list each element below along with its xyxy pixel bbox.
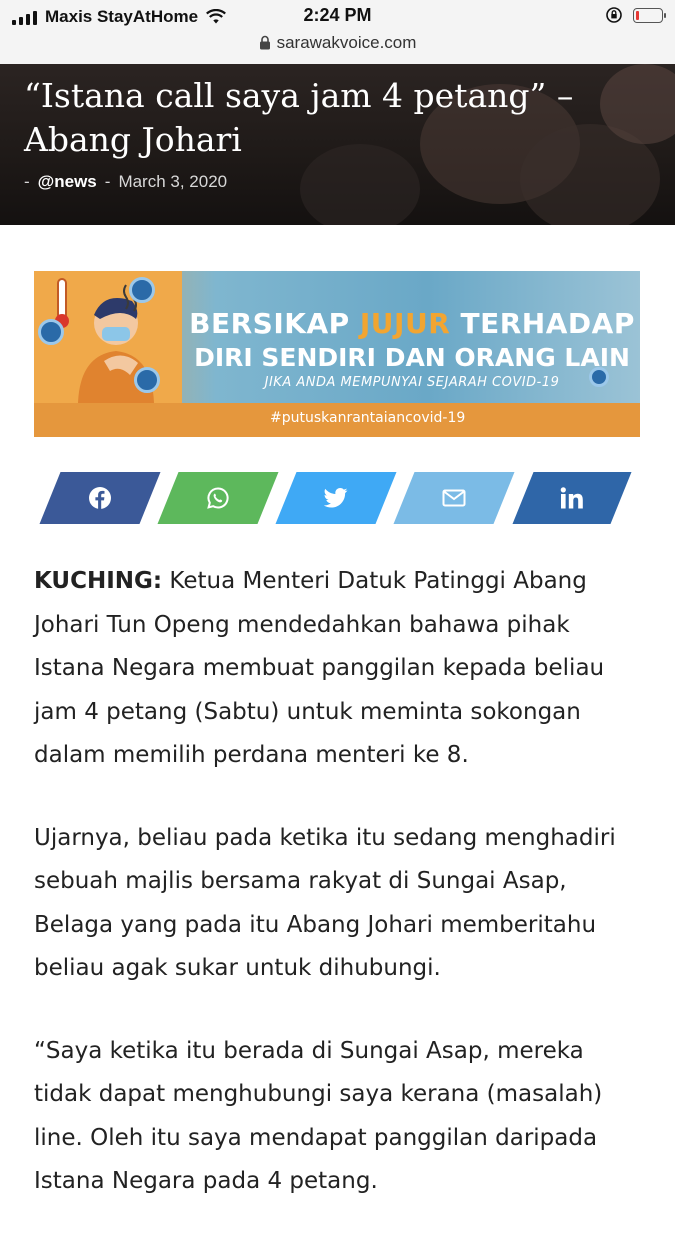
facebook-share-button[interactable]: [50, 472, 150, 524]
linkedin-icon: [560, 487, 584, 509]
virus-icon: [129, 277, 155, 303]
whatsapp-icon: [206, 486, 230, 510]
battery-icon: [633, 8, 663, 23]
facebook-icon: [88, 486, 112, 510]
virus-icon: [134, 367, 160, 393]
status-right: [605, 6, 663, 24]
article-body: [34, 560, 644, 1243]
paragraph: [34, 560, 644, 778]
whatsapp-share-button[interactable]: [168, 472, 268, 524]
email-share-button[interactable]: [404, 472, 504, 524]
lock-icon: [259, 35, 271, 50]
paragraph: Ujarnya, beliau pada ketika itu sedang menghadiri sebuah majlis bersama rakyat di Sungai Asap, Belaga yang pada itu Abang Johari memberitahu beliau agak sukar untuk dihubungi.: [34, 824, 616, 981]
banner-headline: BERSIKAP JUJUR TERHADAP: [189, 307, 635, 340]
url-text: sarawakvoice.com: [276, 33, 417, 52]
author-link[interactable]: @news: [37, 172, 97, 191]
banner-hashtag: #putuskanrantaiancovid-19: [270, 410, 466, 426]
status-time: 2:24 PM: [303, 5, 372, 25]
meta-separator: -: [104, 172, 111, 191]
mail-icon: [442, 489, 466, 507]
twitter-share-button[interactable]: [286, 472, 386, 524]
meta-separator: -: [24, 172, 30, 191]
article-date: March 3, 2020: [118, 172, 228, 191]
article-title: “Istana call saya jam 4 petang” – Abang Johari: [24, 76, 574, 159]
banner-subheadline: DIRI SENDIRI DAN ORANG LAIN: [194, 343, 630, 372]
status-bar: [0, 0, 675, 64]
paragraph: “Saya ketika itu berada di Sungai Asap, mereka tidak dapat menghubungi saya kerana (masalah) line. Oleh itu saya mendapat panggilan daripada Istana Negara pada 4 petang.: [34, 1037, 603, 1194]
virus-icon: [38, 319, 64, 345]
article-meta: [24, 172, 227, 192]
dateline: KUCHING:: [34, 568, 163, 594]
linkedin-share-button[interactable]: [523, 472, 621, 524]
carrier-name: Maxis StayAtHome: [45, 7, 199, 26]
address-bar[interactable]: [0, 33, 675, 53]
twitter-icon: [324, 487, 348, 509]
covid-banner[interactable]: [34, 271, 640, 437]
paragraph-text: Ketua Menteri Datuk Patinggi Abang Johari Tun Openg mendedahkan bahawa pihak Istana Negara membuat panggilan kepada beliau jam 4 petang (Sabtu) untuk meminta sokongan dalam memilih perdana menteri ke 8.: [34, 568, 605, 768]
banner-tagline: JIKA ANDA MEMPUNYAI SEJARAH COVID-19: [264, 375, 560, 390]
orientation-lock-icon: [605, 6, 623, 24]
article-hero: [0, 64, 675, 225]
